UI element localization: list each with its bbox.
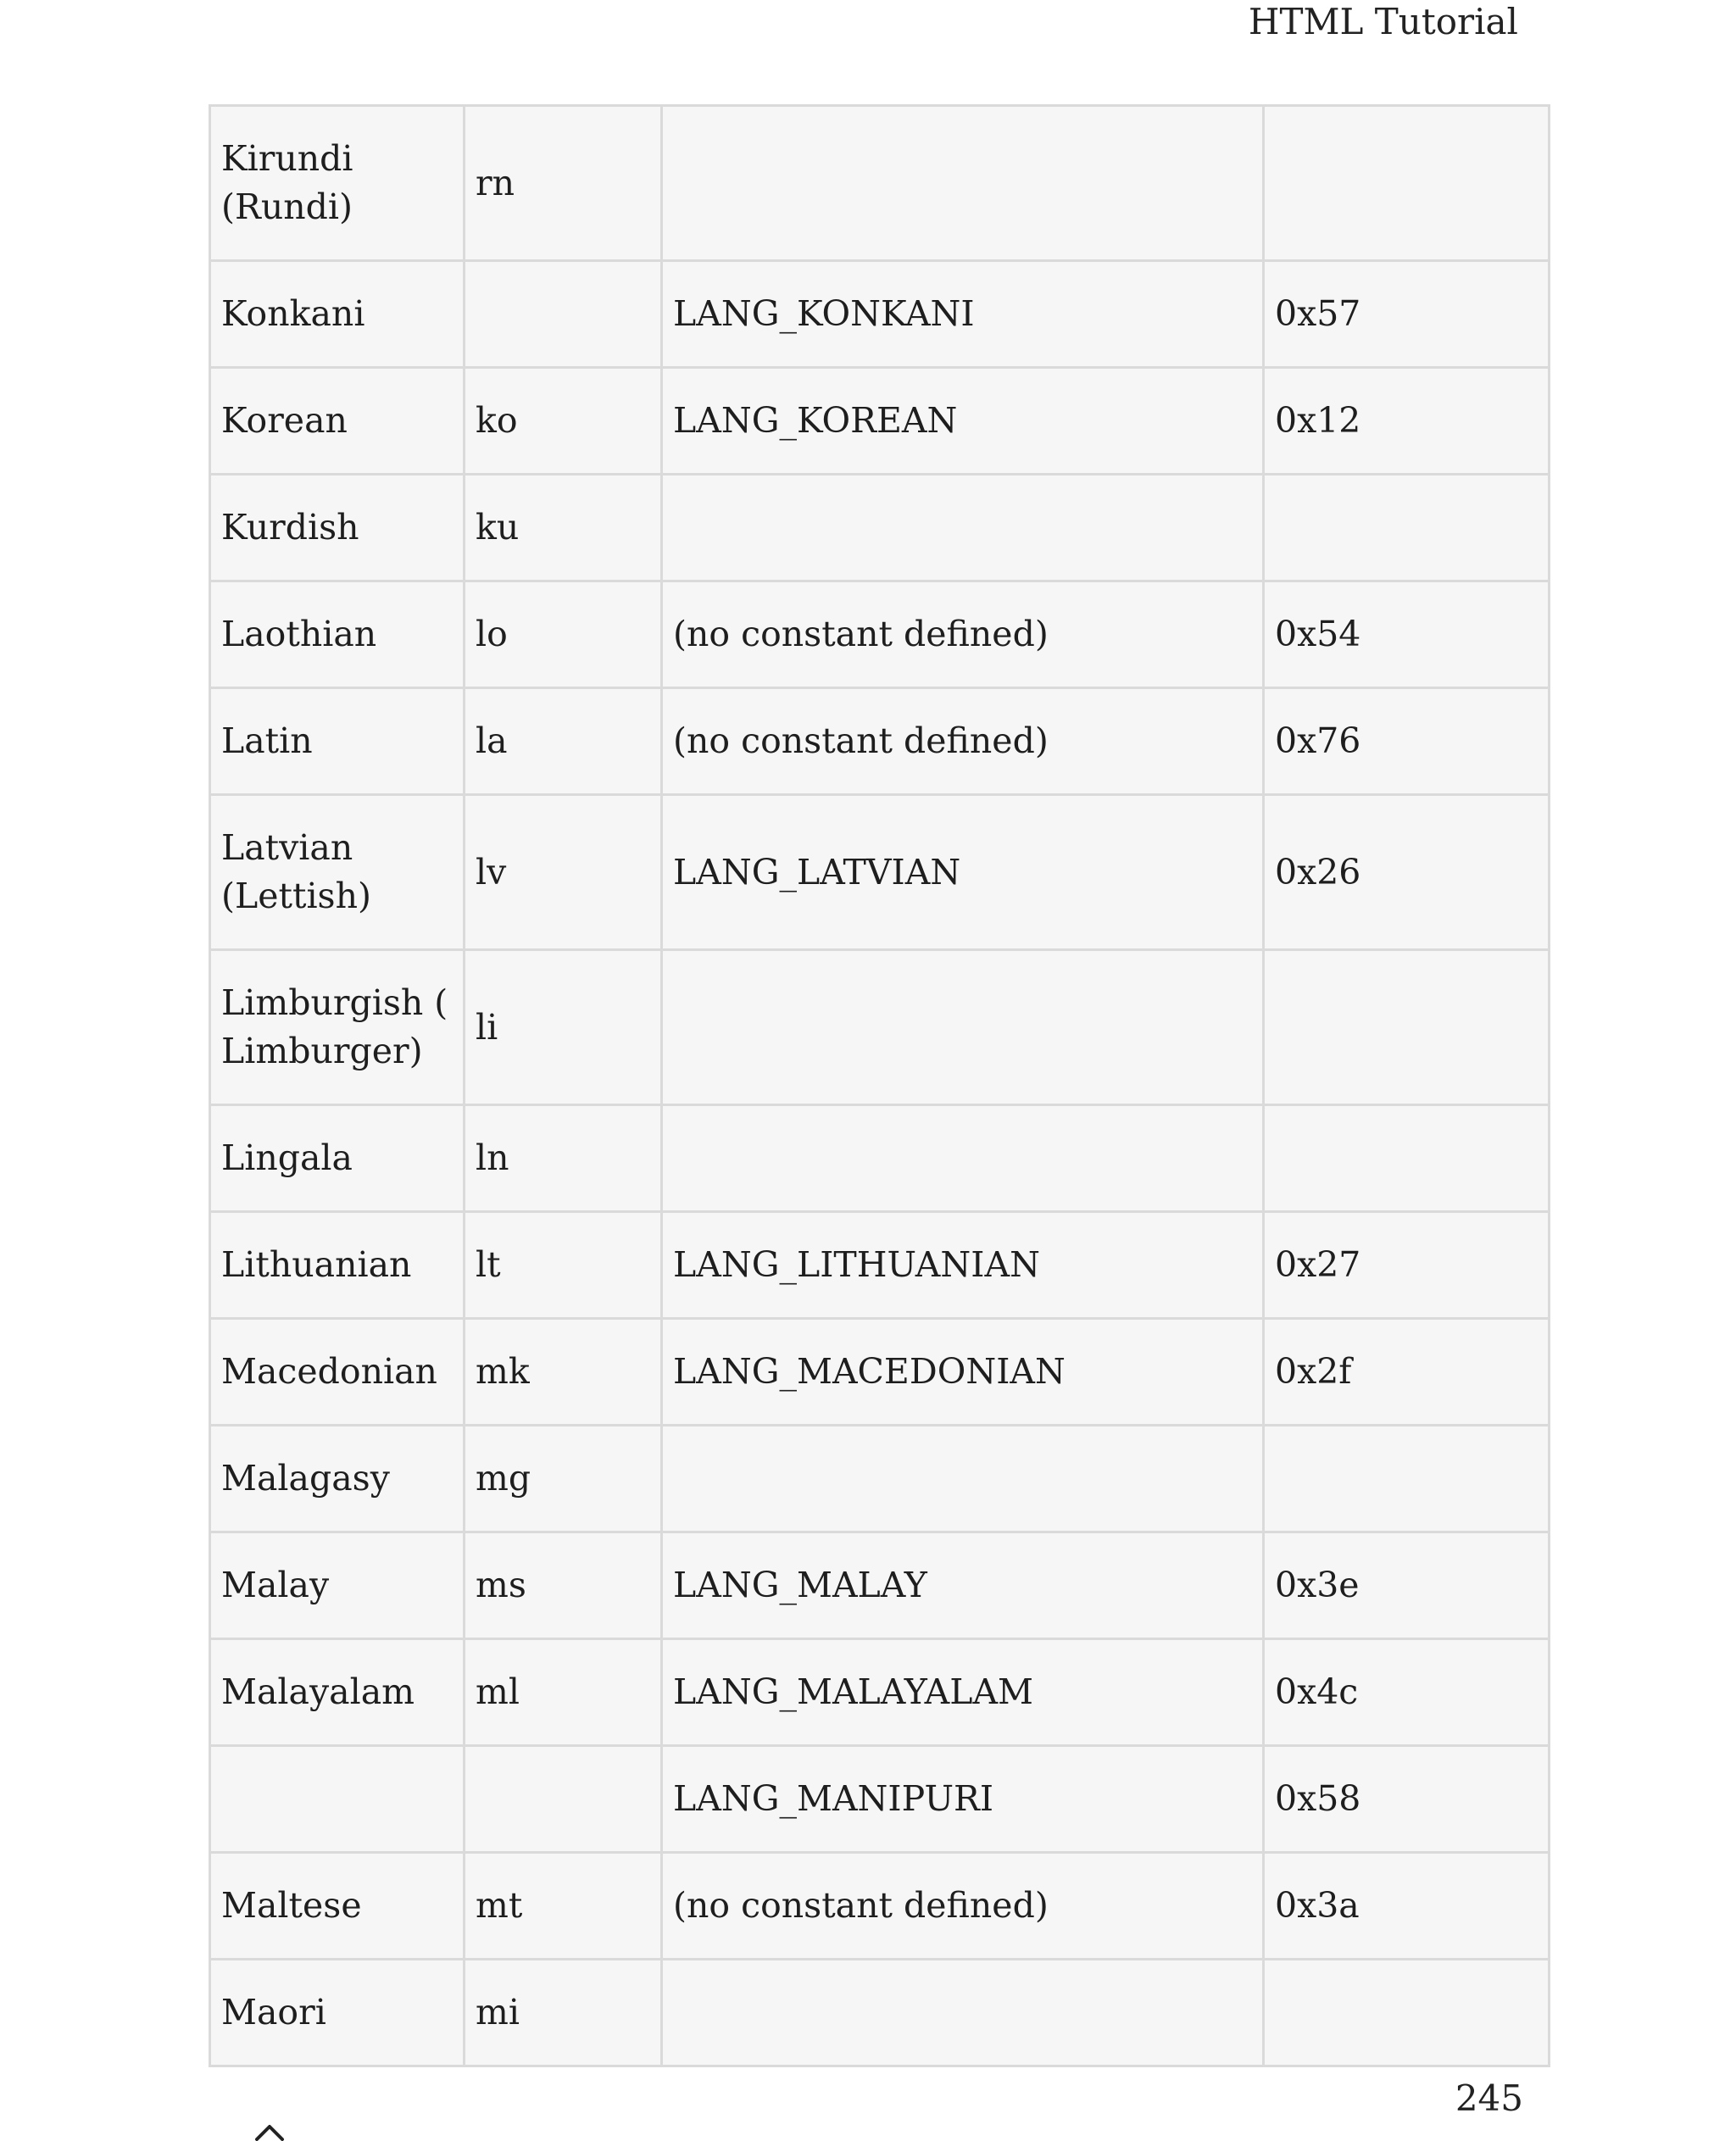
language-name-cell: Lithuanian (210, 1212, 465, 1319)
language-code-cell: ln (465, 1105, 662, 1212)
table-row (210, 1212, 1550, 1319)
language-code-cell (465, 1746, 662, 1853)
language-code-cell: lo (465, 581, 662, 688)
language-constant-cell (662, 1426, 1264, 1532)
table-row (210, 1426, 1550, 1532)
page-number: 245 (1455, 2077, 1523, 2119)
language-code-cell: ku (465, 475, 662, 581)
language-name-cell: Malay (210, 1532, 465, 1639)
table-row (210, 1532, 1550, 1639)
table-row (210, 261, 1550, 368)
language-hex-cell: 0x57 (1264, 261, 1550, 368)
language-hex-cell (1264, 1960, 1550, 2066)
language-constant-cell: (no constant defined) (662, 1853, 1264, 1960)
language-hex-cell (1264, 1105, 1550, 1212)
language-name-cell: Maltese (210, 1853, 465, 1960)
language-code-cell: ml (465, 1639, 662, 1746)
language-code-cell: li (465, 950, 662, 1105)
language-code-cell: mi (465, 1960, 662, 2066)
table-row (210, 581, 1550, 688)
language-name-cell: Kurdish (210, 475, 465, 581)
language-constant-cell: LANG_MANIPURI (662, 1746, 1264, 1853)
language-name-cell: Malagasy (210, 1426, 465, 1532)
language-hex-cell: 0x27 (1264, 1212, 1550, 1319)
language-constant-cell (662, 475, 1264, 581)
language-constant-cell: LANG_LITHUANIAN (662, 1212, 1264, 1319)
language-constant-cell (662, 1960, 1264, 2066)
table-row (210, 1105, 1550, 1212)
language-constant-cell (662, 950, 1264, 1105)
language-constant-cell: (no constant defined) (662, 688, 1264, 795)
language-hex-cell: 0x12 (1264, 368, 1550, 475)
language-hex-cell: 0x76 (1264, 688, 1550, 795)
language-hex-cell: 0x3a (1264, 1853, 1550, 1960)
language-constant-cell: LANG_KONKANI (662, 261, 1264, 368)
table-row (210, 1746, 1550, 1853)
language-constant-cell: LANG_KOREAN (662, 368, 1264, 475)
language-code-cell: mg (465, 1426, 662, 1532)
language-hex-cell: 0x58 (1264, 1746, 1550, 1853)
table-row (210, 1960, 1550, 2066)
table-row (210, 795, 1550, 950)
language-name-cell: Kirundi (Rundi) (210, 106, 465, 261)
language-constant-cell (662, 106, 1264, 261)
language-hex-cell: 0x26 (1264, 795, 1550, 950)
language-name-cell: Laothian (210, 581, 465, 688)
table-row (210, 106, 1550, 261)
language-hex-cell (1264, 950, 1550, 1105)
language-hex-cell: 0x3e (1264, 1532, 1550, 1639)
language-code-cell: ms (465, 1532, 662, 1639)
language-code-cell: rn (465, 106, 662, 261)
language-constant-cell: LANG_LATVIAN (662, 795, 1264, 950)
language-code-cell: lv (465, 795, 662, 950)
table-row (210, 1853, 1550, 1960)
language-hex-cell (1264, 475, 1550, 581)
table-row (210, 688, 1550, 795)
table-row (210, 1319, 1550, 1426)
language-hex-cell: 0x54 (1264, 581, 1550, 688)
language-name-cell (210, 1746, 465, 1853)
language-constant-cell: LANG_MACEDONIAN (662, 1319, 1264, 1426)
language-name-cell: Lingala (210, 1105, 465, 1212)
language-code-cell: mt (465, 1853, 662, 1960)
language-code-cell: mk (465, 1319, 662, 1426)
table-row (210, 1639, 1550, 1746)
table-row (210, 368, 1550, 475)
language-constant-cell: LANG_MALAYALAM (662, 1639, 1264, 1746)
language-name-cell: Macedonian (210, 1319, 465, 1426)
language-hex-cell (1264, 1426, 1550, 1532)
language-code-cell: ko (465, 368, 662, 475)
language-code-cell: la (465, 688, 662, 795)
table-row (210, 475, 1550, 581)
language-constant-cell: LANG_MALAY (662, 1532, 1264, 1639)
language-codes-table (209, 104, 1550, 2067)
language-name-cell: Limburgish ( Limburger) (210, 950, 465, 1105)
language-constant-cell (662, 1105, 1264, 1212)
language-name-cell: Latin (210, 688, 465, 795)
language-code-cell: lt (465, 1212, 662, 1319)
language-name-cell: Maori (210, 1960, 465, 2066)
table-row (210, 950, 1550, 1105)
language-constant-cell: (no constant defined) (662, 581, 1264, 688)
page-header-title: HTML Tutorial (1248, 1, 1518, 42)
language-name-cell: Latvian (Lettish) (210, 795, 465, 950)
language-name-cell: Konkani (210, 261, 465, 368)
language-code-cell (465, 261, 662, 368)
language-hex-cell: 0x2f (1264, 1319, 1550, 1426)
language-hex-cell (1264, 106, 1550, 261)
language-name-cell: Malayalam (210, 1639, 465, 1746)
language-name-cell: Korean (210, 368, 465, 475)
chevron-up-icon[interactable] (254, 2122, 285, 2141)
language-hex-cell: 0x4c (1264, 1639, 1550, 1746)
